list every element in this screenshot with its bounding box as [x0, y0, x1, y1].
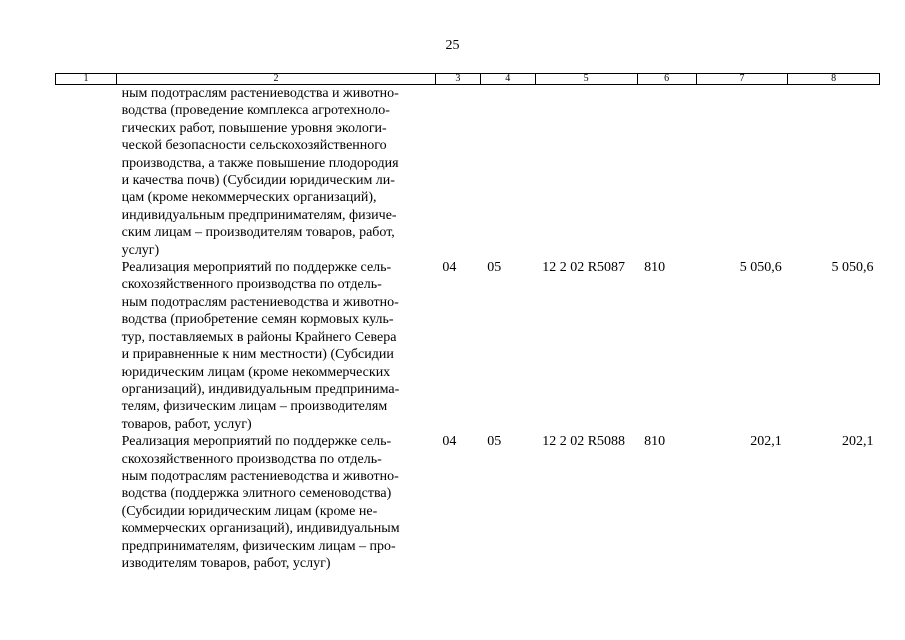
- description-line: услуг): [121, 242, 160, 258]
- column-number-4: 4: [480, 74, 535, 85]
- description-line: производства, а также повышение плодородия: [121, 155, 399, 171]
- column-number-1: 1: [56, 74, 117, 85]
- description-line: ным подотраслям растениеводства и животно-: [121, 86, 399, 101]
- table-header: [56, 74, 880, 85]
- description-line: тур, поставляемых в районы Крайнего Севера: [121, 329, 397, 345]
- amount-column-7-cell: [696, 85, 788, 260]
- page-number: 25: [445, 38, 460, 53]
- column-number-row: [56, 74, 880, 85]
- description-line: организаций), индивидуальным предпринима-: [121, 381, 400, 397]
- description-line: гических работ, повышение уровня экологи-: [121, 120, 387, 136]
- subsection-code-cell: 05: [487, 434, 502, 450]
- column-number-5: 5: [535, 74, 637, 85]
- amount-column-8-cell: [788, 85, 880, 260]
- row-number-cell: [56, 85, 117, 260]
- description-line: (Субсидии юридическим лицам (кроме не-: [121, 503, 378, 519]
- table-row: [56, 259, 880, 433]
- section-code-cell: 04: [442, 260, 457, 276]
- description-line: изводителям товаров, работ, услуг): [121, 555, 331, 571]
- description-line: юридическим лицам (кроме некоммерческих: [121, 364, 391, 380]
- row-number-cell: [56, 259, 117, 433]
- description-line: ным подотраслям растениеводства и животно-: [121, 294, 399, 310]
- description-cell: [117, 259, 436, 433]
- budget-table-sheet: [55, 73, 880, 572]
- description-line: индивидуальным предпринимателям, физиче-: [121, 207, 397, 223]
- table-row: [56, 433, 880, 572]
- description-line: водства (поддержка элитного семеноводства): [121, 486, 392, 502]
- description-line: скохозяйственного производства по отдель-: [121, 277, 382, 293]
- table-row: [56, 85, 880, 260]
- table-body: [56, 85, 880, 573]
- amount-column-8-cell: 202,1: [842, 434, 874, 450]
- subsection-code-cell: [480, 85, 535, 260]
- expense-type-cell: [637, 85, 696, 260]
- description-line: телям, физическим лицам – производителям: [121, 399, 388, 415]
- amount-column-7-cell: 5 050,6: [739, 260, 782, 276]
- description-line: водства (приобретение семян кормовых куль-: [121, 312, 394, 328]
- description-line: ческой безопасности сельскохозяйственного: [121, 138, 387, 154]
- row-number-cell: [56, 433, 117, 572]
- expense-type-cell: 810: [644, 434, 666, 450]
- description-line: предпринимателям, физическим лицам – про-: [121, 538, 396, 554]
- description-line: водства (проведение комплекса агротехноло-: [121, 103, 390, 119]
- section-code-cell: [435, 85, 480, 260]
- description-line: цам (кроме некоммерческих организаций),: [121, 190, 377, 206]
- description-line: коммерческих организаций), индивидуальным: [121, 521, 400, 537]
- column-number-7: 7: [696, 74, 788, 85]
- description-line: и качества почв) (Субсидии юридическим ли-: [121, 173, 395, 189]
- description-cell: [117, 433, 436, 572]
- column-number-8: 8: [788, 74, 880, 85]
- description-line: Реализация мероприятий по поддержке сель-: [121, 434, 392, 450]
- expense-type-cell: 810: [644, 260, 666, 276]
- target-article-cell: 12 2 02 R5088: [542, 434, 626, 450]
- section-code-cell: 04: [442, 434, 457, 450]
- description-line: и приравненные к ним местности) (Субсидии: [121, 347, 394, 363]
- target-article-cell: [535, 85, 637, 260]
- description-line: ским лицам – производителям товаров, работ,: [121, 225, 395, 241]
- column-number-2: 2: [117, 74, 436, 85]
- description-line: Реализация мероприятий по поддержке сель-: [121, 260, 392, 276]
- budget-table: [55, 73, 880, 572]
- target-article-cell: 12 2 02 R5087: [542, 260, 626, 276]
- description-line: скохозяйственного производства по отдель-: [121, 451, 382, 467]
- column-number-6: 6: [637, 74, 696, 85]
- amount-column-8-cell: 5 050,6: [831, 260, 874, 276]
- description-cell: [117, 85, 436, 260]
- amount-column-7-cell: 202,1: [750, 434, 782, 450]
- subsection-code-cell: 05: [487, 260, 502, 276]
- column-number-3: 3: [435, 74, 480, 85]
- description-line: ным подотраслям растениеводства и животно-: [121, 468, 399, 484]
- description-line: товаров, работ, услуг): [121, 416, 252, 432]
